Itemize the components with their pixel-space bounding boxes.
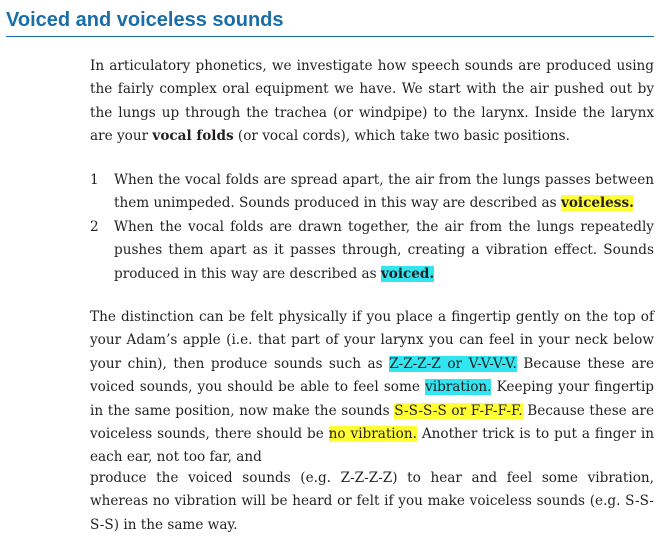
intro-text-1: In articulatory phonetics, we investigate how speech sounds are produced using the fairly complex oral equipment we have. We start with the air pushed out by the lungs up through the trachea (or windpipe) to the larynx. Inside the larynx are your xyxy=(90,58,654,145)
distinction-text-1: The distinction can be felt physically if you place a fingertip gently on the top of your Adam’s apple (i.e. that part of your larynx you can feel in your neck below your chin), then produce sounds such as xyxy=(90,309,654,372)
term-vocal-folds: vocal folds xyxy=(152,128,234,145)
distinction-text-3: Keeping your fingertip in the same position, now make the sounds xyxy=(90,379,655,419)
list-item-text: When the vocal folds are spread apart, the air from the lungs passes between them unimpeded. Sounds produced in this way are described as xyxy=(114,172,654,212)
section-heading: Voiced and voiceless sounds xyxy=(6,9,284,31)
list-number: 1 xyxy=(90,172,99,188)
vocal-fold-positions-list xyxy=(90,169,654,286)
list-item xyxy=(90,216,654,286)
distinction-paragraph xyxy=(90,306,654,470)
highlight-no-vibration: no vibration. xyxy=(328,426,417,443)
list-item xyxy=(90,169,654,216)
intro-text-2: (or vocal cords), which take two basic positions. xyxy=(233,128,570,145)
continuation-paragraph: produce the voiced sounds (e.g. Z-Z-Z-Z) to hear and feel some vibration, whereas no vibration will be heard or felt if you make voiceless sounds (e.g. S-S-S-S) in the same way. xyxy=(90,470,654,533)
highlight-voiceless: voiceless. xyxy=(560,195,634,212)
highlight-voiced-examples: Z-Z-Z-Z or V-V-V-V. xyxy=(389,355,517,372)
list-number: 2 xyxy=(90,218,99,235)
highlight-voiceless-examples: S-S-S-S or F-F-F-F. xyxy=(394,402,523,419)
intro-paragraph xyxy=(90,55,654,149)
highlight-voiced: voiced. xyxy=(380,265,435,282)
distinction-text-2: Because these are voiced sounds, you should be able to feel some xyxy=(90,355,655,396)
heading-underline xyxy=(6,36,654,37)
list-item-text: When the vocal folds are drawn together, the air from the lungs repeatedly pushes them apart as it passes through, creating a vibration effect. Sounds produced in this way are described as xyxy=(114,218,654,282)
distinction-text-4: Because these are voiceless sounds, there should be xyxy=(90,402,655,443)
distinction-text-5: Another trick is to put a finger in each ear, not too far, and xyxy=(90,426,654,466)
highlight-vibration: vibration. xyxy=(425,379,492,396)
